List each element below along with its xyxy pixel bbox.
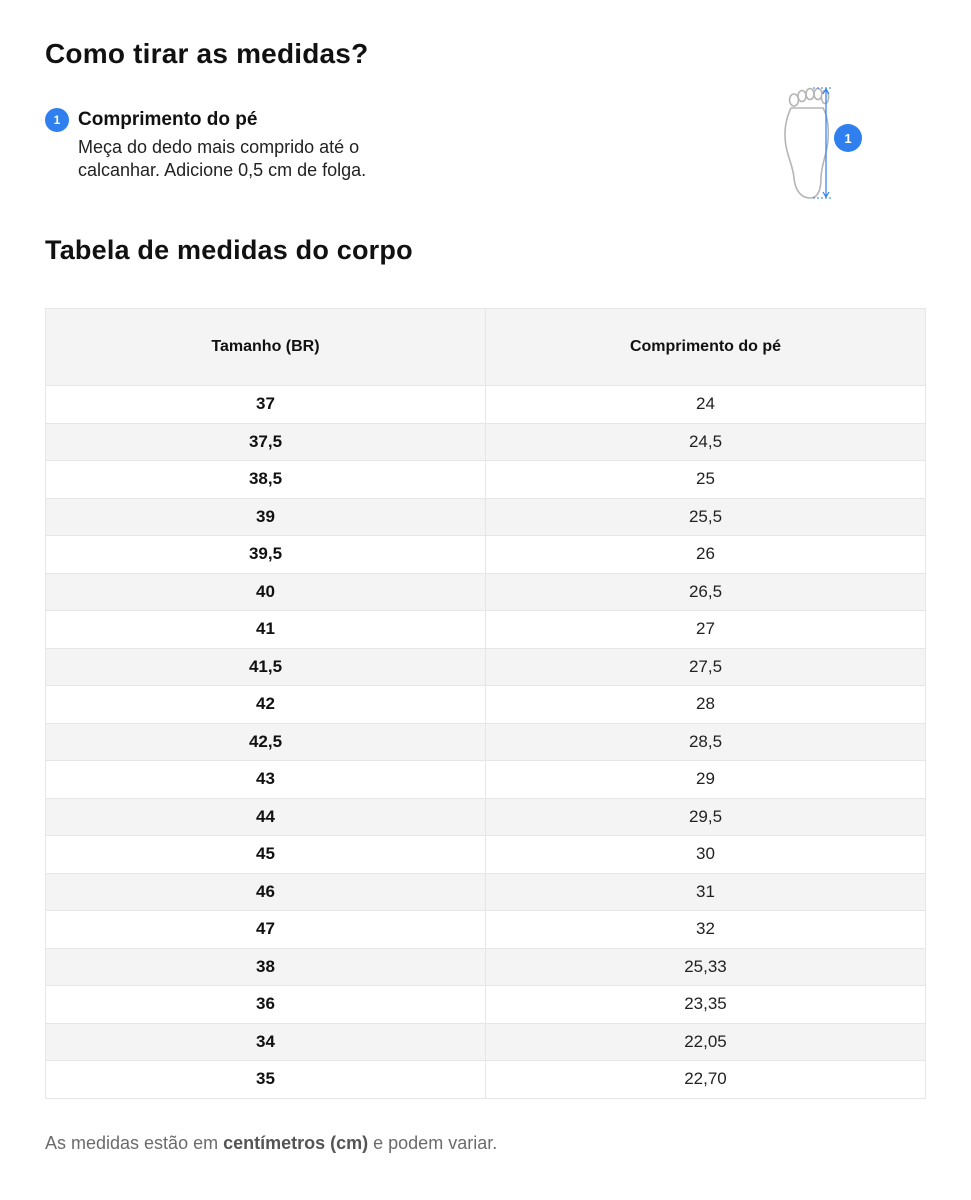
size-table [45,308,926,1099]
table-row [46,461,926,499]
column-header-size: Tamanho (BR) [46,309,486,386]
foot-length-cell: 28,5 [486,723,926,761]
table-row [46,836,926,874]
table-row [46,911,926,949]
table-title: Tabela de medidas do corpo [45,235,413,265]
table-row [46,723,926,761]
size-cell: 41 [46,611,486,649]
table-row [46,423,926,461]
foot-length-cell: 27,5 [486,648,926,686]
foot-length-cell: 23,35 [486,986,926,1024]
footnote-unit: centímetros (cm) [223,1133,369,1153]
illustration-badge-number: 1 [844,131,852,146]
size-cell: 47 [46,911,486,949]
table-row [46,761,926,799]
step-title: Comprimento do pé [78,109,258,130]
table-row [46,798,926,836]
size-cell: 43 [46,761,486,799]
size-cell: 42 [46,686,486,724]
table-row [46,386,926,424]
foot-length-cell: 22,05 [486,1023,926,1061]
column-header-foot-length: Comprimento do pé [486,309,926,386]
table-row [46,686,926,724]
page-title: Como tirar as medidas? [45,38,369,69]
foot-length-cell: 24 [486,386,926,424]
table-row [46,1023,926,1061]
table-row [46,536,926,574]
table-row [46,648,926,686]
size-cell: 45 [46,836,486,874]
size-cell: 39 [46,498,486,536]
size-cell: 39,5 [46,536,486,574]
size-cell: 37,5 [46,423,486,461]
foot-length-cell: 29 [486,761,926,799]
size-cell: 38,5 [46,461,486,499]
step-number-badge: 1 [45,108,69,132]
units-footnote [45,1133,497,1154]
size-cell: 34 [46,1023,486,1061]
foot-length-cell: 31 [486,873,926,911]
foot-measure-illustration [773,86,863,202]
size-cell: 46 [46,873,486,911]
foot-length-cell: 26 [486,536,926,574]
size-cell: 41,5 [46,648,486,686]
foot-length-cell: 24,5 [486,423,926,461]
table-row [46,611,926,649]
table-header-row [46,309,926,386]
foot-length-cell: 29,5 [486,798,926,836]
size-cell: 42,5 [46,723,486,761]
step-description: Meça do dedo mais comprido até o calcanhar. Adicione 0,5 cm de folga. [78,137,367,180]
size-cell: 38 [46,948,486,986]
foot-length-cell: 28 [486,686,926,724]
table-row [46,873,926,911]
table-row [46,1061,926,1099]
size-cell: 37 [46,386,486,424]
table-row [46,986,926,1024]
foot-length-cell: 22,70 [486,1061,926,1099]
table-row [46,573,926,611]
size-cell: 44 [46,798,486,836]
table-row [46,498,926,536]
foot-length-cell: 26,5 [486,573,926,611]
foot-length-cell: 30 [486,836,926,874]
foot-length-cell: 25,33 [486,948,926,986]
foot-icon [773,86,863,202]
footnote-text-before: As medidas estão em [45,1133,224,1153]
size-cell: 36 [46,986,486,1024]
foot-length-cell: 25,5 [486,498,926,536]
footnote-text-after: e podem variar. [368,1133,498,1153]
foot-length-cell: 25 [486,461,926,499]
table-row [46,948,926,986]
size-table-body [46,386,926,1099]
size-cell: 40 [46,573,486,611]
size-cell: 35 [46,1061,486,1099]
foot-length-cell: 32 [486,911,926,949]
foot-length-cell: 27 [486,611,926,649]
